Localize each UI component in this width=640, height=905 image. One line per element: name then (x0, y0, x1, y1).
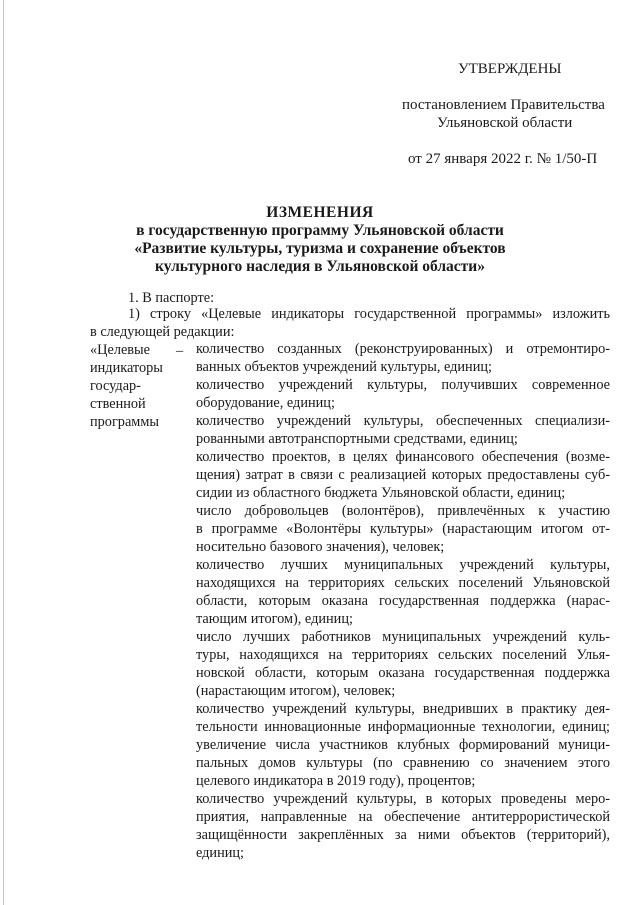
scan-left-edge (3, 0, 4, 905)
indicator-text-line: новской области, которым оказана государственная поддержка (196, 665, 610, 681)
indicator-text-line: количество учреждений культуры, получивших современное (196, 377, 610, 393)
indicator-text-line: оборудование, единиц; (196, 395, 335, 411)
indicator-text-line: щения) затрат в связи с реализацией которых предоставлены суб- (196, 467, 610, 483)
indicator-text-line: (нарастающим итогом), человек; (196, 683, 396, 699)
indicator-text-line: количество учреждений культуры, внедривших в практику дея- (196, 701, 610, 717)
item-1: 1. В паспорте: (128, 290, 215, 306)
indicator-text-line: рованными автотранспортными средствами, единиц; (196, 431, 518, 447)
indicator-text-line: ванных объектов учреждений культуры, единиц; (196, 359, 492, 375)
heading-line-1: в государственную программу Ульяновской области (136, 222, 504, 239)
indicator-text-line: количество учреждений культуры, в которых проведены меро- (196, 791, 610, 807)
subitem-1-line-2: в следующей редакции: (90, 324, 235, 340)
indicator-text-line: приятия, направленные на обеспечение антитеррористической (196, 809, 610, 825)
indicator-text-line: области, которым оказана государственная поддержка (нарас- (196, 593, 610, 609)
indicator-text-line: находящихся на территориях сельских поселений Ульяновской (196, 575, 610, 591)
indicator-label-line: программы (90, 414, 160, 430)
indicator-label-line: «Целевые (90, 342, 151, 358)
approval-line-1: постановлением Правительства (402, 97, 605, 113)
indicator-text-line: туры, находящихся на территориях сельских поселений Улья- (196, 647, 610, 663)
indicator-text-line: количество созданных (реконструированных) и отремонтиро- (196, 341, 610, 357)
indicator-text-line: число лучших работников муниципальных учреждений куль- (196, 629, 610, 645)
approval-title: УТВЕРЖДЕНЫ (458, 61, 562, 77)
indicator-text-line: целевого индикатора в 2019 году), процентов; (196, 773, 476, 789)
indicator-label-line: индикаторы (90, 360, 163, 376)
approval-line-2: Ульяновской области (437, 115, 573, 131)
indicator-text-line: тельности инновационные информационные технологии, единиц; (196, 719, 610, 735)
indicator-text-line: количество лучших муниципальных учреждений культуры, (196, 557, 610, 573)
document-title: ИЗМЕНЕНИЯ (266, 204, 374, 221)
label-dash: – (176, 343, 184, 359)
indicator-text-line: количество проектов, в целях финансового обеспечения (возме- (196, 449, 610, 465)
indicator-text-line: число добровольцев (волонтёров), привлечённых к участию (196, 503, 610, 519)
heading-line-3: культурного наследия в Ульяновской области» (155, 258, 485, 275)
indicators-list (196, 340, 610, 862)
indicator-text-line: защищённости закреплённых за ними объектов (территорий), (196, 827, 610, 843)
indicator-text-line: сидии из областного бюджета Ульяновской области, единиц; (196, 485, 566, 501)
indicator-label-line: государ- (90, 378, 141, 394)
indicator-text-line: тающим итогом), единиц; (196, 611, 353, 627)
indicator-text-line: пальных домов культуры (по сравнению со значением этого (196, 755, 610, 771)
indicator-label-line: ственной (90, 396, 146, 412)
indicator-text-line: в программе «Волонтёры культуры» (нарастающим итогом от- (196, 521, 610, 537)
heading-line-2: «Развитие культуры, туризма и сохранение объектов (134, 240, 506, 257)
indicator-text-line: увеличение числа участников клубных формирований муници- (196, 737, 610, 753)
indicator-text-line: количество учреждений культуры, обеспеченных специализи- (196, 413, 610, 429)
subitem-1-line-1: 1) строку «Целевые индикаторы государственной программы» изложить (128, 306, 610, 322)
approval-date: от 27 января 2022 г. № 1/50-П (408, 151, 598, 167)
indicator-text-line: носительно базового значения), человек; (196, 539, 445, 555)
indicator-text-line: единиц; (196, 845, 245, 861)
